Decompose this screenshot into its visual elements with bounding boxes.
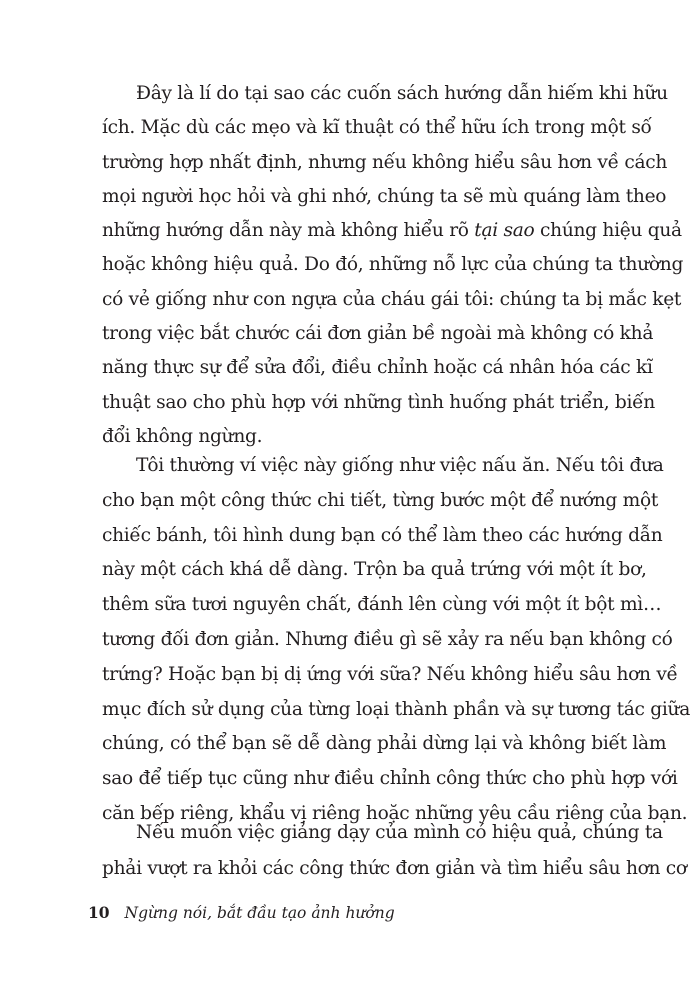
- text-line: phải vượt ra khỏi các công thức đơn giản và tìm hiểu sâu hơn cơ: [102, 858, 687, 879]
- text-line: tương đối đơn giản. Nhưng điều gì sẽ xảy ra nếu bạn không có: [102, 628, 673, 650]
- text-line: này một cách khá dễ dàng. Trộn ba quả trứng với một ít bơ,: [102, 559, 647, 581]
- text-line: đổi không ngừng.: [102, 425, 263, 447]
- text-line: có vẻ giống như con ngựa của cháu gái tôi: chúng ta bị mắc kẹt: [102, 288, 682, 310]
- text-line: mục đích sử dụng của từng loại thành phần và sự tương tác giữa: [102, 698, 690, 720]
- emphasis-text: tại sao: [474, 220, 535, 242]
- text-line: [102, 214, 682, 248]
- text-line: Nếu muốn việc giảng dạy của mình có hiệu quả, chúng ta: [136, 822, 663, 843]
- text-line: thêm sữa tươi nguyên chất, đánh lên cùng với một ít bột mì…: [102, 594, 662, 616]
- text-line: ích. Mặc dù các mẹo và kĩ thuật có thể hữu ích trong một số: [102, 117, 652, 139]
- running-title: Ngừng nói, bắt đầu tạo ảnh hưởng: [124, 904, 395, 922]
- text-line: trường hợp nhất định, nhưng nếu không hiểu sâu hơn về cách: [102, 151, 668, 173]
- text-line: mọi người học hỏi và ghi nhớ, chúng ta sẽ mù quáng làm theo: [102, 185, 667, 207]
- text-line: cho bạn một công thức chi tiết, từng bước một để nướng một: [102, 489, 659, 511]
- text-line: thuật sao cho phù hợp với những tình huống phát triển, biến: [102, 391, 655, 413]
- text-line: Đây là lí do tại sao các cuốn sách hướng dẫn hiếm khi hữu: [136, 83, 668, 104]
- paragraph-1: [102, 77, 684, 454]
- text-segment: chúng hiệu quả: [534, 220, 682, 242]
- page-footer: [88, 903, 395, 922]
- text-line: trong việc bắt chước cái đơn giản bề ngoài mà không có khả: [102, 323, 654, 345]
- text-segment: những hướng dẫn này mà không hiểu rõ: [102, 220, 475, 242]
- paragraph-3: [102, 815, 687, 887]
- page-number: 10: [88, 903, 110, 922]
- text-line: Tôi thường ví việc này giống như việc nấu ăn. Nếu tôi đưa: [136, 455, 664, 476]
- text-line: trứng? Hoặc bạn bị dị ứng với sữa? Nếu không hiểu sâu hơn về: [102, 663, 678, 685]
- text-line: hoặc không hiệu quả. Do đó, những nỗ lực của chúng ta thường: [102, 254, 684, 276]
- text-line: năng thực sự để sửa đổi, điều chỉnh hoặc cá nhân hóa các kĩ: [102, 357, 653, 379]
- text-line: chiếc bánh, tôi hình dung bạn có thể làm theo các hướng dẫn: [102, 524, 663, 546]
- text-line: chúng, có thể bạn sẽ dễ dàng phải dừng lại và không biết làm: [102, 733, 667, 755]
- text-line: sao để tiếp tục cũng như điều chỉnh công thức cho phù hợp với: [102, 768, 678, 790]
- text-line: căn bếp riêng, khẩu vị riêng hoặc những yêu cầu riêng của bạn.: [102, 802, 688, 824]
- paragraph-2: [102, 449, 690, 832]
